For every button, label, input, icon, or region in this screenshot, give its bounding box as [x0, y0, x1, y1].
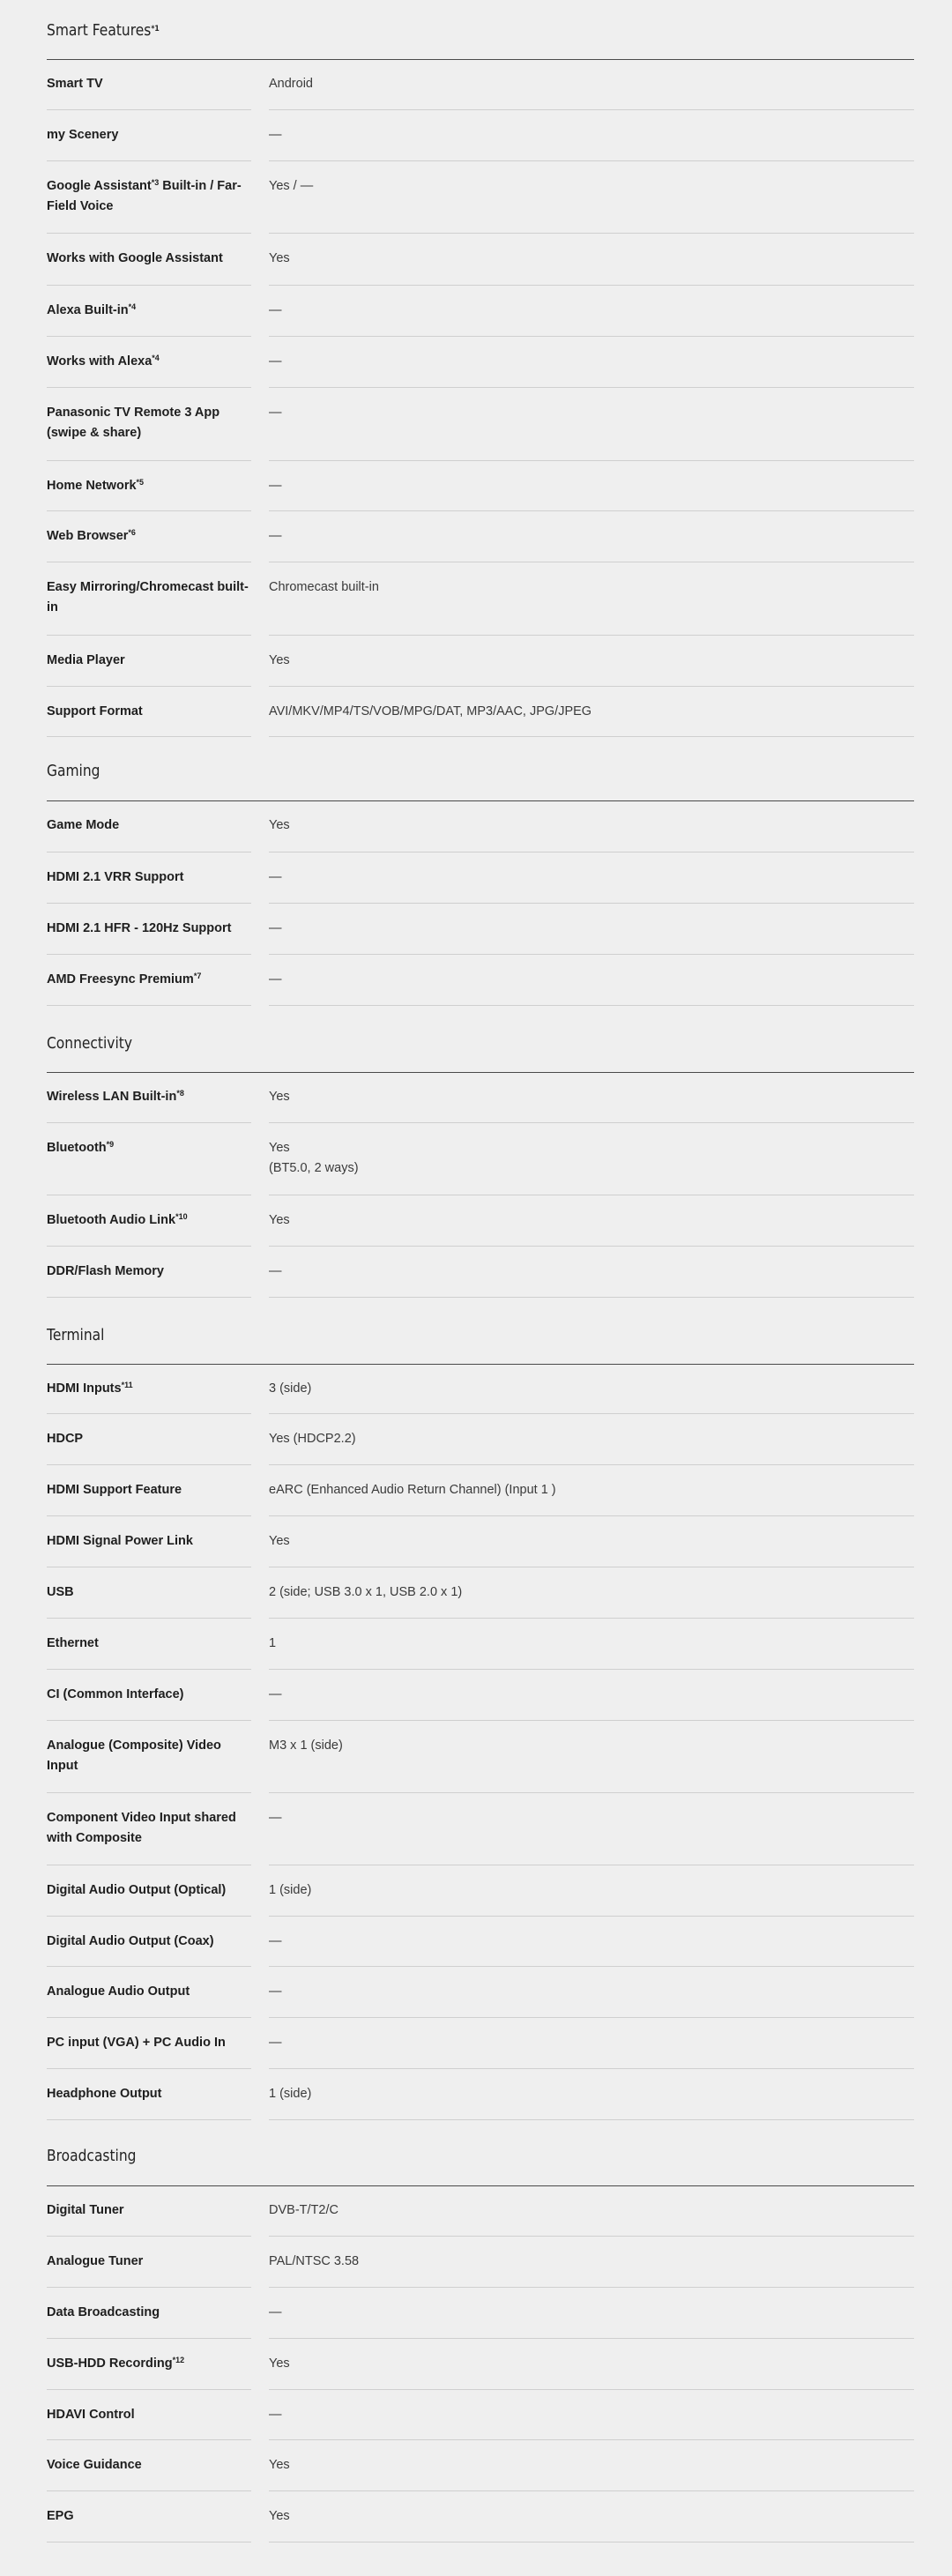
spec-label	[47, 2506, 249, 2527]
spec-label	[47, 2200, 249, 2221]
spec-label	[47, 1982, 249, 2002]
spec-label-text: Media Player	[47, 653, 125, 667]
spec-row	[47, 2390, 914, 2440]
spec-label	[47, 125, 249, 145]
spec-row	[47, 1364, 914, 1414]
spec-label-text: Ethernet	[47, 1636, 99, 1650]
spec-label	[47, 1429, 249, 1449]
spec-label	[47, 2455, 249, 2475]
spec-label	[47, 526, 249, 547]
spec-row	[47, 234, 914, 286]
spec-label	[47, 1685, 249, 1705]
spec-label	[47, 1582, 249, 1603]
spec-row	[47, 687, 914, 737]
spec-value: Yes	[269, 251, 290, 265]
spec-label-text: my Scenery	[47, 128, 119, 142]
spec-value: Yes (BT5.0, 2 ways)	[269, 1141, 359, 1175]
spec-row	[47, 1967, 914, 2018]
section-title-text: Connectivity	[47, 1034, 133, 1053]
spec-label-text: Game Mode	[47, 818, 120, 832]
spec-label-text: HDMI 2.1 HFR - 120Hz Support	[47, 921, 232, 935]
spec-label	[47, 1808, 249, 1849]
row-divider-label	[47, 1297, 251, 1298]
spec-label-text: HDMI Signal Power Link	[47, 1534, 193, 1548]
spec-label	[47, 1210, 249, 1231]
section-title-text: Broadcasting	[47, 2147, 137, 2165]
spec-label	[47, 702, 249, 722]
spec-row	[47, 59, 914, 110]
spec-label-text: Analogue Audio Output	[47, 1984, 190, 1999]
spec-label-text: Smart TV	[47, 77, 103, 91]
spec-label-text: DDR/Flash Memory	[47, 1264, 164, 1278]
spec-label	[47, 919, 249, 939]
spec-row	[47, 388, 914, 461]
spec-row	[47, 461, 914, 511]
spec-label-text: EPG	[47, 2509, 74, 2523]
row-divider-label	[47, 1005, 251, 1006]
spec-label-text: USB-HDD Recording	[47, 2356, 173, 2371]
spec-value: 1 (side)	[269, 1883, 312, 1897]
footnote-marker: *4	[128, 302, 137, 311]
spec-label-text: Alexa Built-in	[47, 303, 129, 317]
spec-row	[47, 562, 914, 636]
spec-value: —	[269, 1811, 282, 1825]
footnote-marker: *11	[121, 1381, 133, 1389]
spec-label-text: Headphone Output	[47, 2087, 162, 2101]
spec-row	[47, 337, 914, 388]
spec-label-text: HDCP	[47, 1432, 84, 1446]
spec-value: AVI/MKV/MP4/TS/VOB/MPG/DAT, MP3/AAC, JPG/JPEG	[269, 704, 592, 718]
section-title-text: Gaming	[47, 762, 100, 780]
spec-value: Yes / —	[269, 179, 314, 193]
spec-label-text: CI (Common Interface)	[47, 1687, 184, 1701]
spec-value: 1	[269, 1636, 277, 1650]
spec-label	[47, 1087, 249, 1107]
spec-row	[47, 1465, 914, 1516]
row-divider-value	[269, 1297, 914, 1298]
spec-row	[47, 1793, 914, 1865]
spec-row	[47, 2288, 914, 2339]
spec-label-text-continued: Built-in / Far-Field Voice	[47, 179, 242, 213]
spec-value: —	[269, 1934, 282, 1948]
spec-label	[47, 301, 249, 321]
spec-value: Android	[269, 77, 313, 91]
spec-row	[47, 1619, 914, 1670]
spec-row	[47, 2185, 914, 2237]
spec-label	[47, 1634, 249, 1654]
spec-label	[47, 2354, 249, 2374]
spec-label	[47, 2405, 249, 2425]
row-divider-label	[47, 736, 251, 737]
section-title-text: Terminal	[47, 1326, 105, 1344]
footnote-marker: *10	[175, 1212, 188, 1221]
section-title-text: Smart Features	[47, 21, 152, 40]
spec-label-text: Analogue (Composite) Video Input	[47, 1738, 221, 1773]
row-divider-label	[47, 2119, 251, 2120]
spec-label-text: Analogue Tuner	[47, 2254, 144, 2268]
section-title	[47, 762, 100, 780]
spec-label-text: Bluetooth Audio Link	[47, 1213, 176, 1227]
spec-row	[47, 1865, 914, 1917]
spec-label-text: Component Video Input shared with Composite	[47, 1811, 236, 1845]
spec-value: —	[269, 406, 282, 420]
spec-value: Yes	[269, 2356, 290, 2371]
footnote-marker: *9	[106, 1140, 115, 1149]
spec-row	[47, 2237, 914, 2288]
spec-value: —	[269, 128, 282, 142]
spec-label	[47, 74, 249, 94]
spec-value: 1 (side)	[269, 2087, 312, 2101]
spec-label-text: Support Format	[47, 704, 143, 718]
footnote-marker: *3	[151, 178, 160, 187]
section-title	[47, 21, 160, 40]
spec-label-text: Data Broadcasting	[47, 2305, 160, 2319]
footnote-marker: *12	[172, 2356, 185, 2364]
spec-label	[47, 1531, 249, 1552]
spec-row	[47, 1567, 914, 1619]
spec-value: eARC (Enhanced Audio Return Channel) (Input 1 )	[269, 1483, 556, 1497]
footnote-marker: *4	[152, 354, 160, 362]
spec-row	[47, 904, 914, 955]
spec-value: Yes	[269, 818, 290, 832]
spec-label	[47, 867, 249, 888]
spec-label-text: Works with Google Assistant	[47, 251, 223, 265]
spec-label-text: Easy Mirroring/Chromecast built-in	[47, 580, 249, 614]
spec-row	[47, 636, 914, 687]
spec-row	[47, 1247, 914, 1298]
spec-row	[47, 2018, 914, 2069]
spec-row	[47, 1072, 914, 1123]
footnote-marker: *5	[136, 478, 145, 487]
spec-label-text: Bluetooth	[47, 1141, 107, 1155]
spec-label-text: AMD Freesync Premium	[47, 972, 194, 986]
footnote-marker: *8	[176, 1089, 184, 1098]
spec-label-text: HDMI 2.1 VRR Support	[47, 870, 184, 884]
spec-label	[47, 970, 249, 990]
row-divider-value	[269, 736, 914, 737]
spec-label-text: PC input (VGA) + PC Audio In	[47, 2036, 226, 2050]
spec-label	[47, 2084, 249, 2104]
spec-value: —	[269, 2036, 282, 2050]
spec-label	[47, 2033, 249, 2053]
spec-label-text: Digital Tuner	[47, 2203, 124, 2217]
spec-row	[47, 2491, 914, 2542]
spec-row	[47, 2069, 914, 2120]
spec-row	[47, 511, 914, 562]
spec-row	[47, 1195, 914, 1247]
spec-row	[47, 2440, 914, 2491]
spec-label	[47, 249, 249, 269]
spec-label-text: Panasonic TV Remote 3 App (swipe & share)	[47, 406, 220, 440]
footnote-marker: *7	[193, 972, 202, 980]
spec-value: —	[269, 2305, 282, 2319]
spec-row	[47, 1917, 914, 1967]
spec-label	[47, 1262, 249, 1282]
spec-label	[47, 1932, 249, 1952]
spec-value: —	[269, 972, 282, 986]
spec-value: 3 (side)	[269, 1381, 312, 1396]
spec-row	[47, 1516, 914, 1567]
spec-label-text: HDMI Inputs	[47, 1381, 122, 1396]
spec-label	[47, 352, 249, 372]
section-title	[47, 1326, 104, 1344]
spec-row	[47, 2339, 914, 2390]
spec-value: —	[269, 529, 282, 543]
row-divider-value	[269, 2119, 914, 2120]
spec-value: —	[269, 2408, 282, 2422]
spec-value: —	[269, 1984, 282, 1999]
spec-value: —	[269, 303, 282, 317]
spec-label	[47, 815, 249, 836]
spec-value: —	[269, 1264, 282, 1278]
section-title	[47, 2147, 137, 2165]
spec-value: —	[269, 921, 282, 935]
spec-label-text: Google Assistant	[47, 179, 152, 193]
spec-row	[47, 1670, 914, 1721]
spec-row	[47, 955, 914, 1006]
spec-value: —	[269, 354, 282, 369]
footnote-marker: *1	[151, 25, 160, 34]
spec-label-text: Digital Audio Output (Optical)	[47, 1883, 227, 1897]
spec-label	[47, 1138, 249, 1158]
spec-row	[47, 1123, 914, 1195]
spec-label	[47, 577, 249, 618]
spec-label	[47, 1736, 249, 1776]
spec-label	[47, 1880, 249, 1901]
spec-label	[47, 476, 249, 496]
spec-label	[47, 403, 249, 443]
spec-label-text: Home Network	[47, 479, 137, 493]
spec-label-text: Works with Alexa	[47, 354, 152, 369]
spec-value: Yes	[269, 2458, 290, 2472]
footnote-marker: *6	[128, 528, 136, 537]
spec-label-text: HDAVI Control	[47, 2408, 135, 2422]
spec-row	[47, 852, 914, 904]
spec-row	[47, 1721, 914, 1793]
spec-label-text: Wireless LAN Built-in	[47, 1090, 177, 1104]
spec-value: Yes	[269, 1090, 290, 1104]
spec-label	[47, 651, 249, 671]
spec-value: Yes (HDCP2.2)	[269, 1432, 356, 1446]
row-divider-value	[269, 1005, 914, 1006]
spec-value: Yes	[269, 1534, 290, 1548]
section-title	[47, 1034, 132, 1053]
spec-label	[47, 1480, 249, 1500]
spec-row	[47, 161, 914, 234]
spec-value: —	[269, 1687, 282, 1701]
spec-row	[47, 1414, 914, 1465]
spec-value: Yes	[269, 2509, 290, 2523]
spec-label-text: USB	[47, 1585, 74, 1599]
spec-value: Chromecast built-in	[269, 580, 379, 594]
spec-row	[47, 286, 914, 337]
spec-value: M3 x 1 (side)	[269, 1738, 343, 1753]
spec-value: —	[269, 870, 282, 884]
spec-label-text: HDMI Support Feature	[47, 1483, 182, 1497]
spec-label	[47, 2252, 249, 2272]
spec-label	[47, 1379, 249, 1399]
spec-value: Yes	[269, 653, 290, 667]
spec-value: DVB-T/T2/C	[269, 2203, 338, 2217]
spec-row	[47, 110, 914, 161]
spec-label-text: Voice Guidance	[47, 2458, 142, 2472]
spec-label	[47, 2303, 249, 2323]
spec-label-text: Digital Audio Output (Coax)	[47, 1934, 214, 1948]
spec-row	[47, 800, 914, 852]
spec-label-text: Web Browser	[47, 529, 129, 543]
spec-value: —	[269, 479, 282, 493]
spec-value: PAL/NTSC 3.58	[269, 2254, 360, 2268]
spec-label	[47, 176, 249, 217]
spec-value: Yes	[269, 1213, 290, 1227]
spec-value: 2 (side; USB 3.0 x 1, USB 2.0 x 1)	[269, 1585, 463, 1599]
